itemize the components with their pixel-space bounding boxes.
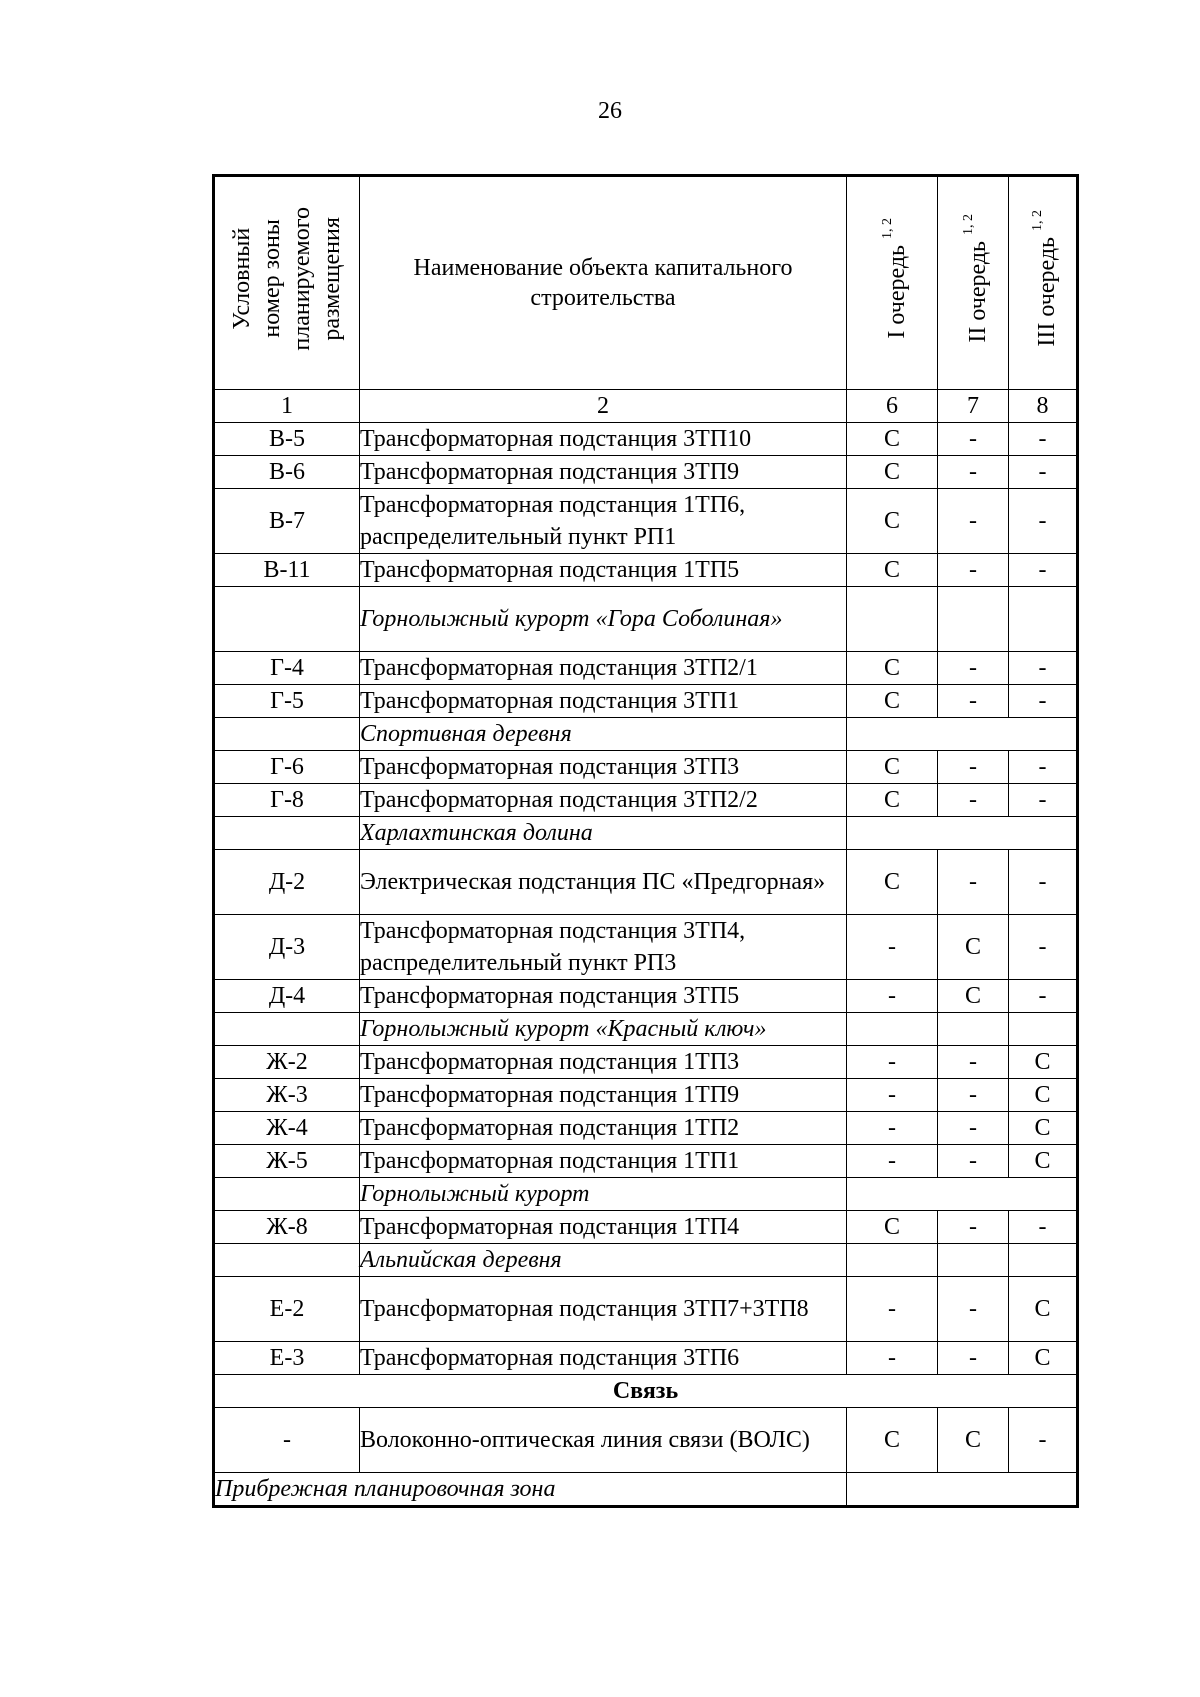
table-row (214, 1046, 1078, 1079)
stage-3-cell: - (1009, 456, 1078, 489)
stage-3-cell: - (1009, 915, 1078, 980)
stage-3-cell: - (1009, 423, 1078, 456)
stage-2-cell: - (938, 489, 1009, 554)
zone-number-cell: Г-5 (214, 685, 360, 718)
empty-cell (847, 1178, 1078, 1211)
stage-2-cell: - (938, 554, 1009, 587)
object-name-cell: Электрическая подстанция ПС «Предгорная» (360, 850, 847, 915)
stage-1-cell: - (847, 1145, 938, 1178)
zone-number-cell: Д-4 (214, 980, 360, 1013)
stage-2-cell: - (938, 1211, 1009, 1244)
header-stage-2: II очередь $^{1, 2}$ (938, 176, 1009, 390)
stage-3-cell: - (1009, 784, 1078, 817)
stage-2-cell: С (938, 1408, 1009, 1473)
object-name-cell: Трансформаторная подстанция 1ТП4 (360, 1211, 847, 1244)
stage-3-cell: С (1009, 1145, 1078, 1178)
table-row (214, 1079, 1078, 1112)
stage-2-cell: - (938, 1046, 1009, 1079)
empty-cell (847, 817, 1078, 850)
stage-1-cell: С (847, 423, 938, 456)
zone-number-cell: Д-2 (214, 850, 360, 915)
stage-1-cell: - (847, 1046, 938, 1079)
object-name-cell: Трансформаторная подстанция 1ТП2 (360, 1112, 847, 1145)
empty-cell (214, 817, 360, 850)
stage-2-cell: - (938, 652, 1009, 685)
stage-3-cell: - (1009, 685, 1078, 718)
object-name-cell: Трансформаторная подстанция 1ТП5 (360, 554, 847, 587)
empty-cell (938, 1244, 1009, 1277)
table-row (214, 1112, 1078, 1145)
stage-2-cell: - (938, 685, 1009, 718)
empty-cell (1009, 1244, 1078, 1277)
stage-2-cell: - (938, 751, 1009, 784)
section-row (214, 1013, 1078, 1046)
zone-number-cell: Ж-5 (214, 1145, 360, 1178)
stage-1-cell: С (847, 1408, 938, 1473)
object-name-cell: Трансформаторная подстанция 1ТП3 (360, 1046, 847, 1079)
table-row (214, 423, 1078, 456)
stage-2-cell: - (938, 1277, 1009, 1342)
object-name-cell: Трансформаторная подстанция 3ТП5 (360, 980, 847, 1013)
empty-cell (214, 1013, 360, 1046)
object-name-cell: Трансформаторная подстанция 3ТП9 (360, 456, 847, 489)
table-row (214, 456, 1078, 489)
table-row (214, 652, 1078, 685)
column-number: 1 (214, 390, 360, 423)
empty-cell (214, 1244, 360, 1277)
stage-1-cell: - (847, 915, 938, 980)
table-row (214, 1277, 1078, 1342)
table-row (214, 685, 1078, 718)
column-number: 8 (1009, 390, 1078, 423)
empty-cell (938, 587, 1009, 652)
stage-3-cell: С (1009, 1277, 1078, 1342)
column-numbers-row (214, 390, 1078, 423)
header-object-name: Наименование объекта капитального строительства (360, 176, 847, 390)
section-title: Горнолыжный курорт «Красный ключ» (360, 1013, 847, 1046)
object-name-cell: Волоконно-оптическая линия связи (ВОЛС) (360, 1408, 847, 1473)
stage-3-cell: - (1009, 850, 1078, 915)
zone-row (214, 1473, 1078, 1507)
zone-number-cell: Ж-3 (214, 1079, 360, 1112)
empty-cell (847, 587, 938, 652)
stage-3-cell: - (1009, 652, 1078, 685)
empty-cell (847, 1013, 938, 1046)
object-name-cell: Трансформаторная подстанция 3ТП10 (360, 423, 847, 456)
object-name-cell: Трансформаторная подстанция 3ТП3 (360, 751, 847, 784)
column-number: 6 (847, 390, 938, 423)
stage-2-cell: - (938, 1079, 1009, 1112)
stage-2-cell: - (938, 1112, 1009, 1145)
stage-1-cell: С (847, 652, 938, 685)
table-row (214, 915, 1078, 980)
section-title: Харлахтинская долина (360, 817, 847, 850)
stage-2-cell: - (938, 456, 1009, 489)
zone-number-cell: Г-8 (214, 784, 360, 817)
section-title: Горнолыжный курорт «Гора Соболиная» (360, 587, 847, 652)
column-number: 7 (938, 390, 1009, 423)
object-name-cell: Трансформаторная подстанция 3ТП4, распределительный пункт РП3 (360, 915, 847, 980)
table-row (214, 784, 1078, 817)
construction-table (212, 174, 1079, 1508)
zone-number-cell: Ж-2 (214, 1046, 360, 1079)
section-title: Спортивная деревня (360, 718, 847, 751)
stage-2-cell: - (938, 850, 1009, 915)
object-name-cell: Трансформаторная подстанция 1ТП6, распределительный пункт РП1 (360, 489, 847, 554)
stage-3-cell: - (1009, 980, 1078, 1013)
empty-cell (847, 1473, 1078, 1507)
stage-3-cell: - (1009, 1408, 1078, 1473)
stage-3-cell: - (1009, 554, 1078, 587)
stage-1-cell: С (847, 850, 938, 915)
section-row (214, 587, 1078, 652)
zone-number-cell: В-11 (214, 554, 360, 587)
footnote-mark: 1, 2 (960, 214, 976, 236)
column-number: 2 (360, 390, 847, 423)
object-name-cell: Трансформаторная подстанция 3ТП7+3ТП8 (360, 1277, 847, 1342)
header-stage-3: III очередь $^{1, 2}$ (1009, 176, 1078, 390)
zone-number-cell: - (214, 1408, 360, 1473)
stage-3-cell: - (1009, 489, 1078, 554)
zone-number-cell: Д-3 (214, 915, 360, 980)
empty-cell (214, 718, 360, 751)
empty-cell (214, 1178, 360, 1211)
zone-number-cell: Ж-4 (214, 1112, 360, 1145)
empty-cell (938, 1013, 1009, 1046)
stage-1-cell: С (847, 751, 938, 784)
stage-1-cell: - (847, 980, 938, 1013)
footnote-mark: 1, 2 (1030, 210, 1045, 232)
empty-cell (847, 1244, 938, 1277)
section-row (214, 1178, 1078, 1211)
table-row (214, 1211, 1078, 1244)
stage-2-cell: С (938, 915, 1009, 980)
stage-1-cell: С (847, 554, 938, 587)
zone-number-cell: В-5 (214, 423, 360, 456)
zone-number-cell: Е-3 (214, 1342, 360, 1375)
stage-3-cell: С (1009, 1112, 1078, 1145)
zone-number-cell: В-6 (214, 456, 360, 489)
stage-3-cell: С (1009, 1079, 1078, 1112)
stage-2-cell: С (938, 980, 1009, 1013)
section-title: Горнолыжный курорт (360, 1178, 847, 1211)
table-row (214, 850, 1078, 915)
stage-1-cell: С (847, 685, 938, 718)
group-row (214, 1375, 1078, 1408)
table-row (214, 489, 1078, 554)
stage-3-cell: - (1009, 751, 1078, 784)
empty-cell (1009, 1013, 1078, 1046)
zone-number-cell: В-7 (214, 489, 360, 554)
zone-number-cell: Ж-8 (214, 1211, 360, 1244)
object-name-cell: Трансформаторная подстанция 3ТП6 (360, 1342, 847, 1375)
zone-number-cell: Е-2 (214, 1277, 360, 1342)
group-title: Связь (214, 1375, 1078, 1408)
stage-2-cell: - (938, 1145, 1009, 1178)
table-row (214, 1408, 1078, 1473)
table-row (214, 1145, 1078, 1178)
stage-3-cell: С (1009, 1342, 1078, 1375)
section-title: Альпийская деревня (360, 1244, 847, 1277)
object-name-cell: Трансформаторная подстанция 3ТП2/1 (360, 652, 847, 685)
header-stage-1: I очередь $^{1, 2}$ (847, 176, 938, 390)
footnote-mark: 1, 2 (879, 218, 895, 240)
zone-title: Прибрежная планировочная зона (214, 1473, 847, 1507)
stage-1-cell: - (847, 1112, 938, 1145)
empty-cell (214, 587, 360, 652)
stage-1-cell: - (847, 1277, 938, 1342)
table-row (214, 751, 1078, 784)
table-row (214, 980, 1078, 1013)
section-row (214, 1244, 1078, 1277)
stage-2-cell: - (938, 1342, 1009, 1375)
stage-1-cell: - (847, 1079, 938, 1112)
object-name-cell: Трансформаторная подстанция 1ТП1 (360, 1145, 847, 1178)
table-row (214, 1342, 1078, 1375)
object-name-cell: Трансформаторная подстанция 3ТП2/2 (360, 784, 847, 817)
stage-3-cell: С (1009, 1046, 1078, 1079)
empty-cell (1009, 587, 1078, 652)
stage-2-cell: - (938, 423, 1009, 456)
zone-number-cell: Г-4 (214, 652, 360, 685)
stage-1-cell: С (847, 784, 938, 817)
page-number: 26 (598, 98, 622, 124)
table-header-row (214, 176, 1078, 390)
stage-3-cell: - (1009, 1211, 1078, 1244)
stage-2-cell: - (938, 784, 1009, 817)
object-name-cell: Трансформаторная подстанция 3ТП1 (360, 685, 847, 718)
object-name-cell: Трансформаторная подстанция 1ТП9 (360, 1079, 847, 1112)
section-row (214, 817, 1078, 850)
stage-1-cell: С (847, 456, 938, 489)
stage-1-cell: С (847, 489, 938, 554)
stage-1-cell: - (847, 1342, 938, 1375)
zone-number-cell: Г-6 (214, 751, 360, 784)
section-row (214, 718, 1078, 751)
table-row (214, 554, 1078, 587)
stage-1-cell: С (847, 1211, 938, 1244)
header-zone-number: Условный номер зоны планируемого размещения (214, 176, 360, 390)
empty-cell (847, 718, 1078, 751)
